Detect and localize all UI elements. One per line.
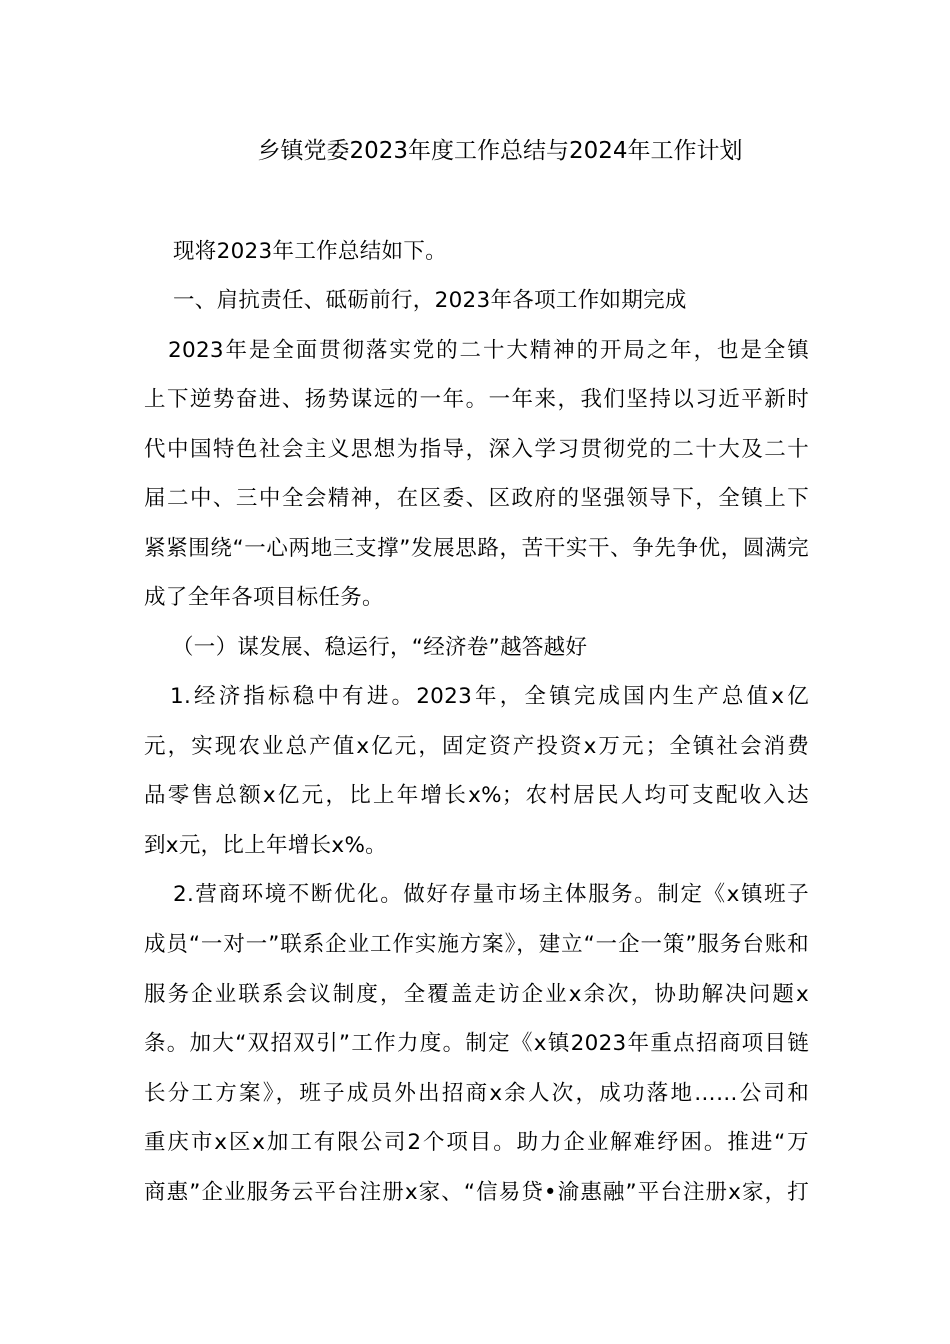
paragraph-line: 2023年是全面贯彻落实党的二十大精神的开局之年，也是全镇 xyxy=(168,338,809,363)
paragraph-line: 成员“一对一”联系企业工作实施方案》，建立“一企一策”服务台账和 xyxy=(144,932,809,957)
paragraph-line: 元，实现农业总产值x亿元，固定资产投资x万元；全镇社会消费 xyxy=(144,734,809,759)
paragraph-line: 品零售总额x亿元，比上年增长x%；农村居民人均可支配收入达 xyxy=(144,783,809,808)
paragraph-line: 长分工方案》，班子成员外出招商x余人次，成功落地……公司和 xyxy=(144,1081,809,1106)
paragraph-line: 现将2023年工作总结如下。 xyxy=(173,239,447,264)
paragraph-line: 1.经济指标稳中有进。2023年，全镇完成国内生产总值x亿 xyxy=(170,684,809,709)
paragraph-line: 条。加大“双招双引”工作力度。制定《x镇2023年重点招商项目链 xyxy=(144,1031,809,1056)
paragraph-line: 到x元，比上年增长x%。 xyxy=(144,833,387,858)
paragraph-line: 商惠”企业服务云平台注册x家、“信易贷•渝惠融”平台注册x家，打 xyxy=(144,1180,809,1205)
paragraph-line: 成了全年各项目标任务。 xyxy=(144,585,384,610)
paragraph-line: 紧紧围绕“一心两地三支撑”发展思路，苦干实干、争先争优，圆满完 xyxy=(144,536,809,561)
document-title: 乡镇党委2023年度工作总结与2024年工作计划 xyxy=(257,138,743,164)
paragraph-line: 代中国特色社会主义思想为指导，深入学习贯彻党的二十大及二十 xyxy=(144,437,809,462)
paragraph-line: 上下逆势奋进、扬势谋远的一年。一年来，我们坚持以习近平新时 xyxy=(144,387,809,412)
section-heading: 一、肩抗责任、砥砺前行，2023年各项工作如期完成 xyxy=(173,288,687,313)
subsection-heading: （一）谋发展、稳运行，“经济卷”越答越好 xyxy=(172,635,588,660)
paragraph-line: 服务企业联系会议制度，全覆盖走访企业x余次，协助解决问题x xyxy=(144,982,809,1007)
paragraph-line: 重庆市x区x加工有限公司2个项目。助力企业解难纾困。推进“万 xyxy=(144,1130,809,1155)
paragraph-line: 届二中、三中全会精神，在区委、区政府的坚强领导下，全镇上下 xyxy=(144,486,809,511)
paragraph-line: 2.营商环境不断优化。做好存量市场主体服务。制定《x镇班子 xyxy=(173,882,809,907)
